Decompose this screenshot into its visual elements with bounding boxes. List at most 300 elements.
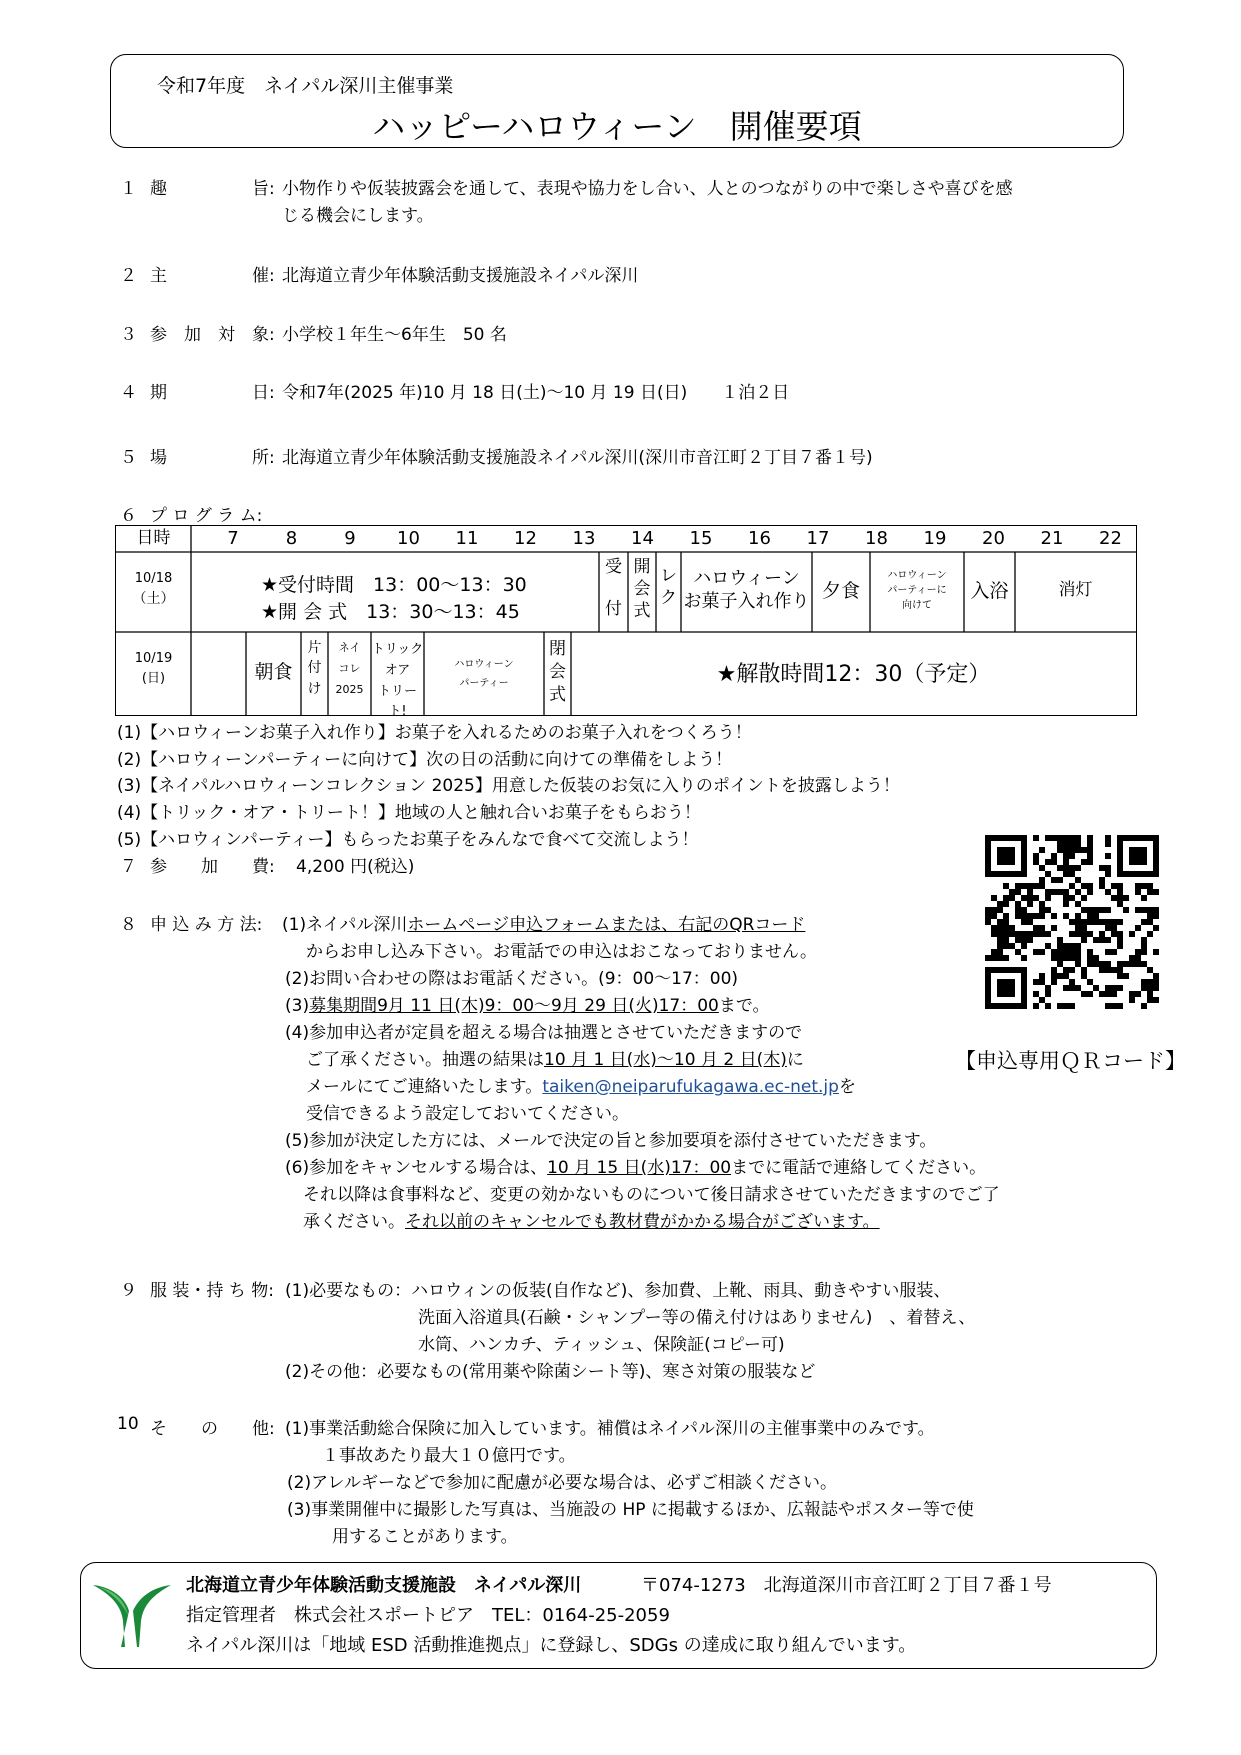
qr-finder [985, 871, 1027, 877]
qr-module [1039, 925, 1045, 931]
qr-module [1003, 883, 1009, 889]
qr-module [1009, 943, 1015, 949]
qr-finder [985, 967, 991, 1009]
qr-finder [1117, 835, 1159, 841]
qr-module [1093, 985, 1099, 991]
qr-module [1069, 847, 1075, 853]
qr-module [1075, 841, 1081, 847]
qr-module [1111, 949, 1117, 955]
header-box [110, 54, 1124, 148]
qr-module [1027, 931, 1033, 937]
cell-breakfast: 朝食 [254, 661, 293, 683]
day2-date: 10/19 [134, 651, 173, 666]
cell-char: 式 [633, 601, 651, 622]
section-number: １ [120, 179, 137, 199]
qr-module [1045, 871, 1051, 877]
qr-module [1069, 919, 1075, 925]
apply-text: を [838, 1077, 856, 1097]
qr-module [1141, 919, 1147, 925]
qr-module [1099, 991, 1105, 997]
qr-module [1117, 883, 1123, 889]
cancel-deadline: 10 月 15 日(水)17：00 [547, 1158, 732, 1178]
qr-module [1105, 865, 1111, 871]
homepage-form-link[interactable]: ホームページ申込フォームまたは、右記のQRコード [407, 915, 806, 935]
qr-module [997, 943, 1003, 949]
hour-label: 17 [806, 528, 830, 549]
qr-module [991, 907, 997, 913]
cell-dinner: 夕食 [821, 580, 860, 602]
qr-module [1003, 955, 1009, 961]
qr-module [1039, 907, 1045, 913]
qr-module [1153, 889, 1159, 895]
qr-module [1069, 955, 1075, 961]
qr-module [1117, 967, 1123, 973]
qr-module [1147, 997, 1153, 1003]
hour-label: 13 [572, 528, 596, 549]
qr-module [1099, 937, 1105, 943]
qr-module [1105, 841, 1111, 847]
qr-module [1105, 925, 1111, 931]
qr-module [1063, 895, 1069, 901]
cell-char: 片 [307, 640, 322, 656]
qr-module [1063, 943, 1069, 949]
qr-module [1105, 967, 1111, 973]
qr-module [1069, 967, 1075, 973]
day1-date: 10/18 [134, 571, 173, 586]
qr-finder [1117, 835, 1123, 877]
qr-module [1111, 895, 1117, 901]
qr-module [1075, 889, 1081, 895]
hour-label: 11 [455, 528, 479, 549]
qr-module [1135, 907, 1141, 913]
footer-esd: ネイパル深川は「地域 ESD 活動推進拠点」に登録し、SDGs の達成に取り組んでいます。 [186, 1635, 917, 1656]
section-number: ４ [120, 383, 137, 403]
qr-module [1147, 967, 1153, 973]
qr-module [1075, 943, 1081, 949]
qr-module [1129, 961, 1135, 967]
qr-module [1141, 895, 1147, 901]
qr-module [1003, 937, 1009, 943]
qr-module [1081, 967, 1087, 973]
program-note: (3)【ネイパルハロウィーンコレクション 2025】用意した仮装のお気に入りのポイントを披露しよう！ [117, 776, 900, 796]
section-label: 場 所: [150, 448, 275, 468]
qr-module [1135, 991, 1141, 997]
apply-line: からお申し込み下さい。お電話での申込はおこなっておりません。 [306, 942, 818, 962]
section-label: 趣 旨: [150, 179, 275, 199]
qr-module [1039, 913, 1045, 919]
other-line: 用することがあります。 [332, 1527, 518, 1547]
qr-module [1141, 937, 1147, 943]
qr-module [991, 913, 997, 919]
qr-module [1045, 1003, 1051, 1009]
section-label: 期 日: [150, 383, 275, 403]
items-line: 洗面入浴道具(石鹸・シャンプー等の備え付けはありません) 、着替え、 [418, 1308, 976, 1328]
qr-module [1093, 907, 1099, 913]
qr-module [997, 931, 1003, 937]
qr-module [1141, 1003, 1147, 1009]
qr-module [1087, 859, 1093, 865]
qr-module [1015, 901, 1021, 907]
qr-module [1081, 937, 1087, 943]
reception-time: ★受付時間 13：00～13：30 [261, 574, 527, 596]
qr-module [1081, 847, 1087, 853]
section-number: ８ [120, 915, 137, 935]
trick-line: トリート! [377, 683, 417, 720]
qr-module [1021, 907, 1027, 913]
hour-label: 18 [865, 528, 888, 549]
qr-module [1057, 865, 1063, 871]
qr-module [1111, 985, 1117, 991]
cell-party-prep [870, 568, 964, 613]
party-prep-line: 向けて [902, 600, 932, 611]
qr-module [1069, 871, 1075, 877]
qr-module [985, 907, 991, 913]
program-note: (2)【ハロウィーンパーティーに向けて】次の日の活動に向けての準備をしよう！ [117, 750, 733, 770]
apply-line: (5)参加が決定した方には、メールで決定の旨と参加要項を添付させていただきます。 [285, 1131, 937, 1151]
qr-module [1069, 931, 1075, 937]
qr-module [1051, 913, 1057, 919]
qr-module [1045, 985, 1051, 991]
apply-text: 承ください。 [303, 1212, 405, 1232]
cell-reception [599, 556, 628, 620]
qr-module [1015, 889, 1021, 895]
qr-module [1045, 907, 1051, 913]
qr-module [1063, 847, 1069, 853]
day2-weekday: (日) [141, 671, 166, 686]
qr-module [1063, 913, 1069, 919]
qr-finder [985, 967, 1027, 973]
cell-char: 会 [633, 579, 651, 600]
qr-module [1081, 895, 1087, 901]
section-label: 申 込 み 方 法: [150, 915, 263, 935]
qr-module [1105, 949, 1111, 955]
qr-module [1117, 961, 1123, 967]
qr-module [1105, 937, 1111, 943]
qr-module [1039, 901, 1045, 907]
cell-party [424, 655, 544, 693]
qr-module [1039, 979, 1045, 985]
qr-module [1069, 1003, 1075, 1009]
qr-finder [985, 835, 991, 877]
cell-char: 会 [549, 661, 566, 682]
qr-module [1087, 991, 1093, 997]
qr-module [1099, 877, 1105, 883]
qr-module [1141, 985, 1147, 991]
cell-char: 式 [549, 684, 566, 705]
opening-time: ★開 会 式 13：30～13：45 [261, 601, 520, 623]
qr-module [1087, 889, 1093, 895]
qr-module [1075, 913, 1081, 919]
qr-module [1135, 889, 1141, 895]
qr-module [1057, 937, 1063, 943]
qr-module [1081, 919, 1087, 925]
qr-module [1003, 901, 1009, 907]
qr-module [1153, 925, 1159, 931]
qr-code-icon[interactable] [985, 835, 1159, 1009]
qr-module [1027, 895, 1033, 901]
qr-module [1033, 835, 1039, 841]
qr-module [1123, 961, 1129, 967]
qr-module [1093, 961, 1099, 967]
qr-module [1069, 835, 1075, 841]
qr-module [997, 925, 1003, 931]
qr-module [1075, 847, 1081, 853]
qr-module [1045, 889, 1051, 895]
qr-module [1147, 991, 1153, 997]
cell-char: ク [660, 588, 677, 609]
qr-module [1027, 883, 1033, 889]
qr-module [1105, 961, 1111, 967]
qr-module [1015, 937, 1021, 943]
qr-module [1087, 919, 1093, 925]
hour-label: 9 [344, 528, 356, 549]
qr-finder [997, 847, 1015, 865]
qr-module [1051, 949, 1057, 955]
organizer-text: 北海道立青少年体験活動支援施設ネイパル深川 [282, 266, 639, 286]
apply-text: (6)参加をキャンセルする場合は、 [285, 1158, 548, 1178]
cell-collection [328, 638, 371, 701]
qr-module [1003, 943, 1009, 949]
cell-char: 付 [307, 660, 322, 677]
items-line: (2)その他：必要なもの(常用薬や除菌シート等)、寒さ対策の服装など [285, 1362, 816, 1382]
qr-module [1147, 919, 1153, 925]
cell-craft [681, 568, 812, 613]
qr-module [1087, 841, 1093, 847]
qr-module [1135, 961, 1141, 967]
qr-module [1141, 907, 1147, 913]
qr-module [1147, 889, 1153, 895]
qr-module [1123, 907, 1129, 913]
qr-module [1117, 931, 1123, 937]
qr-finder [985, 835, 1027, 841]
qr-module [1057, 835, 1063, 841]
email-link[interactable]: taiken@neiparufukagawa.ec-net.jp [542, 1077, 839, 1097]
section-label: 参 加 費: [150, 857, 275, 877]
qr-module [1033, 895, 1039, 901]
qr-finder [1129, 847, 1147, 865]
qr-module [1081, 907, 1087, 913]
qr-module [1051, 877, 1057, 883]
qr-module [1063, 973, 1069, 979]
qr-module [1147, 931, 1153, 937]
cancel-note: それ以前のキャンセルでも教材費がかかる場合がございます。 [405, 1212, 880, 1232]
apply-line: (2)お問い合わせの際はお電話ください。(9：00～17：00) [285, 969, 739, 989]
qr-module [1153, 985, 1159, 991]
target-text: 小学校１年生～6年生 50 名 [282, 325, 507, 345]
qr-module [1147, 979, 1153, 985]
qr-module [1003, 895, 1009, 901]
qr-module [991, 949, 997, 955]
qr-module [1063, 841, 1069, 847]
lottery-result-dates: 10 月 1 日(水)～10 月 2 日(木) [544, 1050, 787, 1070]
cell-char: 受 [605, 557, 622, 577]
qr-module [1063, 865, 1069, 871]
section-label: そ の 他: [150, 1419, 275, 1439]
qr-module [997, 907, 1003, 913]
footer-box [80, 1562, 1157, 1669]
qr-module [1153, 997, 1159, 1003]
qr-module [1063, 871, 1069, 877]
qr-module [1039, 973, 1045, 979]
qr-module [1057, 943, 1063, 949]
qr-module [1081, 925, 1087, 931]
qr-module [1057, 841, 1063, 847]
qr-module [1045, 991, 1051, 997]
qr-module [1129, 991, 1135, 997]
qr-module [1117, 895, 1123, 901]
qr-module [1069, 865, 1075, 871]
qr-module [991, 925, 997, 931]
qr-module [1081, 973, 1087, 979]
qr-module [1147, 985, 1153, 991]
qr-module [1105, 919, 1111, 925]
qr-finder [1117, 871, 1159, 877]
qr-module [1153, 949, 1159, 955]
qr-module [1099, 931, 1105, 937]
qr-module [1021, 937, 1027, 943]
qr-module [1057, 889, 1063, 895]
apply-line [285, 1153, 986, 1178]
other-line: (3)事業開催中に撮影した写真は、当施設の HP に掲載するほか、広報誌やポスター等で使 [287, 1500, 974, 1520]
hour-label: 16 [748, 528, 771, 549]
hour-label: 14 [631, 528, 654, 549]
cell-cleanup [301, 638, 328, 699]
hour-label: 22 [1099, 528, 1122, 549]
qr-module [1105, 991, 1111, 997]
hour-label: 15 [689, 528, 713, 549]
qr-module [1057, 847, 1063, 853]
qr-module [1087, 835, 1093, 841]
qr-module [1009, 895, 1015, 901]
qr-module [1039, 877, 1045, 883]
qr-module [1081, 883, 1087, 889]
qr-module [1105, 985, 1111, 991]
qr-module [1063, 859, 1069, 865]
qr-module [1027, 913, 1033, 919]
qr-module [1147, 913, 1153, 919]
qr-module [1033, 991, 1039, 997]
purpose-text: じる機会にします。 [282, 206, 434, 226]
qr-module [1069, 985, 1075, 991]
cell-char: 付 [605, 599, 622, 620]
qr-module [1021, 919, 1027, 925]
other-line: (1)事業活動総合保険に加入しています。補償はネイパル深川の主催事業中のみです。 [285, 1419, 935, 1439]
apply-text: まで。 [718, 996, 770, 1016]
qr-module [1021, 913, 1027, 919]
craft-line: お菓子入れ作り [683, 590, 810, 612]
qr-module [1033, 853, 1039, 859]
collection-line: コレ [338, 661, 361, 675]
qr-module [985, 955, 991, 961]
craft-line: ハロウィーン [693, 568, 800, 589]
qr-module [1063, 889, 1069, 895]
qr-module [1081, 859, 1087, 865]
qr-module [1075, 955, 1081, 961]
qr-module [1039, 847, 1045, 853]
qr-module [1099, 919, 1105, 925]
qr-module [1129, 955, 1135, 961]
apply-text: までに電話で連絡してください。 [731, 1158, 987, 1178]
qr-module [1081, 931, 1087, 937]
cell-bath: 入浴 [970, 580, 1009, 602]
qr-module [1069, 883, 1075, 889]
qr-module [1135, 949, 1141, 955]
qr-module [1135, 925, 1141, 931]
program-note: (4)【トリック・オア・トリート！】地域の人と触れ合いお菓子をもらおう！ [117, 803, 701, 823]
qr-module [1153, 913, 1159, 919]
collection-line: ネイ [338, 641, 361, 654]
qr-module [1099, 961, 1105, 967]
qr-module [1111, 991, 1117, 997]
qr-module [1063, 967, 1069, 973]
qr-module [1087, 847, 1093, 853]
hour-label: 19 [923, 528, 947, 549]
qr-module [1051, 889, 1057, 895]
qr-module [1099, 865, 1105, 871]
qr-module [1051, 925, 1057, 931]
section-label: プ ロ グ ラ ム: [150, 506, 263, 526]
section-number: 10 [117, 1414, 139, 1434]
qr-module [1069, 943, 1075, 949]
apply-line [282, 910, 805, 935]
qr-module [1099, 967, 1105, 973]
party-line: パーティー [459, 678, 509, 689]
qr-module [985, 913, 991, 919]
qr-module [1117, 889, 1123, 895]
qr-module [1099, 883, 1105, 889]
qr-module [1147, 907, 1153, 913]
qr-module [1003, 931, 1009, 937]
qr-module [1033, 913, 1039, 919]
qr-module [1027, 919, 1033, 925]
qr-module [1039, 865, 1045, 871]
qr-module [1075, 925, 1081, 931]
footer-manager: 指定管理者 株式会社スポートピア TEL：0164-25-2059 [186, 1605, 670, 1626]
qr-module [1141, 961, 1147, 967]
qr-module [1069, 979, 1075, 985]
qr-module [1075, 835, 1081, 841]
qr-module [1027, 937, 1033, 943]
qr-module [1105, 835, 1111, 841]
qr-module [1057, 973, 1063, 979]
collection-line: 2025 [335, 682, 364, 696]
program-note: (5)【ハロウィンパーティー】もらったお菓子をみんなで食べて交流しよう！ [117, 830, 699, 850]
qr-module [1057, 877, 1063, 883]
qr-module [997, 937, 1003, 943]
qr-finder [1021, 835, 1027, 877]
facility-logo-icon [91, 1581, 173, 1651]
qr-module [1003, 913, 1009, 919]
apply-text: メールにてご連絡いたします。 [306, 1077, 543, 1097]
section-label: 主 催: [150, 266, 275, 286]
other-line: (2)アレルギーなどで参加に配慮が必要な場合は、必ずご相談ください。 [287, 1473, 837, 1493]
qr-module [1141, 979, 1147, 985]
purpose-text: 小物作りや仮装披露会を通して、表現や協力をし合い、人とのつながりの中で楽しさや喜びを感 [282, 179, 1013, 199]
section-number: ６ [120, 506, 137, 526]
section-number: ９ [120, 1281, 137, 1301]
apply-text: ご了承ください。抽選の結果は [306, 1050, 544, 1070]
qr-module [1015, 883, 1021, 889]
qr-module [1063, 949, 1069, 955]
date-text: 令和7年(2025 年)10 月 18 日(土)～10 月 19 日(日) １泊２日 [282, 383, 790, 403]
qr-module [997, 919, 1003, 925]
qr-module [1027, 901, 1033, 907]
qr-module [1033, 979, 1039, 985]
hour-label: 21 [1040, 528, 1064, 549]
party-prep-line: ハロウィーン [887, 570, 947, 581]
qr-module [1057, 1003, 1063, 1009]
qr-module [1153, 973, 1159, 979]
